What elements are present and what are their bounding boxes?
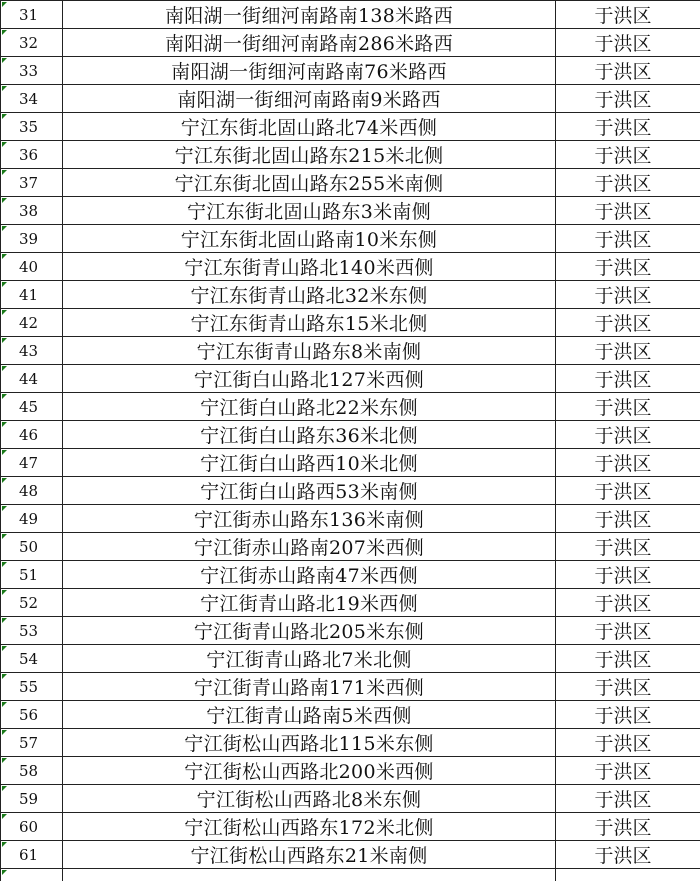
address-cell[interactable]: 宁江街白山路北22米东侧 — [63, 393, 556, 421]
row-number-cell[interactable]: 44 — [1, 365, 63, 393]
district-cell[interactable]: 于洪区 — [556, 309, 700, 337]
district-cell[interactable]: 于洪区 — [556, 393, 700, 421]
district-cell[interactable]: 于洪区 — [556, 729, 700, 757]
row-number-cell[interactable]: 55 — [1, 673, 63, 701]
table-row — [1, 225, 700, 253]
district-cell[interactable]: 于洪区 — [556, 421, 700, 449]
table-row — [1, 309, 700, 337]
address-cell[interactable]: 宁江街松山西路北115米东侧 — [63, 729, 556, 757]
table-row — [1, 589, 700, 617]
table-row — [1, 1, 700, 29]
table-row — [1, 505, 700, 533]
table-row — [1, 253, 700, 281]
row-number-cell[interactable]: 32 — [1, 29, 63, 57]
district-cell[interactable]: 于洪区 — [556, 589, 700, 617]
district-cell[interactable]: 于洪区 — [556, 561, 700, 589]
row-number-cell[interactable]: 46 — [1, 421, 63, 449]
table-row-partial — [1, 869, 700, 881]
row-number-cell[interactable]: 41 — [1, 281, 63, 309]
row-number-cell[interactable]: 57 — [1, 729, 63, 757]
table-row — [1, 813, 700, 841]
address-cell[interactable]: 宁江东街北固山路东215米北侧 — [63, 141, 556, 169]
table-row — [1, 645, 700, 673]
table-row — [1, 281, 700, 309]
row-number-cell[interactable]: 56 — [1, 701, 63, 729]
table-row — [1, 785, 700, 813]
row-number-cell[interactable]: 39 — [1, 225, 63, 253]
district-cell[interactable]: 于洪区 — [556, 253, 700, 281]
address-cell[interactable]: 宁江街青山路北7米北侧 — [63, 645, 556, 673]
table-row — [1, 85, 700, 113]
address-cell[interactable]: 宁江街赤山路南207米西侧 — [63, 533, 556, 561]
address-cell[interactable]: 宁江街青山路南5米西侧 — [63, 701, 556, 729]
table-row — [1, 701, 700, 729]
address-cell[interactable]: 南阳湖一街细河南路南9米路西 — [63, 85, 556, 113]
address-cell[interactable]: 宁江东街北固山路南10米东侧 — [63, 225, 556, 253]
table-row — [1, 477, 700, 505]
address-cell[interactable]: 宁江街赤山路东136米南侧 — [63, 505, 556, 533]
address-cell[interactable]: 宁江街松山西路北8米东侧 — [63, 785, 556, 813]
row-number-cell[interactable]: 61 — [1, 841, 63, 869]
row-number-cell[interactable]: 42 — [1, 309, 63, 337]
address-cell[interactable]: 宁江东街青山路北140米西侧 — [63, 253, 556, 281]
district-cell[interactable]: 于洪区 — [556, 757, 700, 785]
table-row — [1, 337, 700, 365]
district-cell[interactable]: 于洪区 — [556, 505, 700, 533]
address-cell[interactable]: 南阳湖一街细河南路南286米路西 — [63, 29, 556, 57]
row-number-cell[interactable]: 54 — [1, 645, 63, 673]
district-cell[interactable]: 于洪区 — [556, 57, 700, 85]
district-cell[interactable]: 于洪区 — [556, 617, 700, 645]
row-number-cell[interactable]: 49 — [1, 505, 63, 533]
address-cell[interactable]: 宁江东街北固山路北74米西侧 — [63, 113, 556, 141]
row-number-cell[interactable]: 58 — [1, 757, 63, 785]
district-cell[interactable]: 于洪区 — [556, 449, 700, 477]
district-cell[interactable]: 于洪区 — [556, 813, 700, 841]
address-cell[interactable]: 宁江街白山路西53米南侧 — [63, 477, 556, 505]
row-number-cell[interactable]: 53 — [1, 617, 63, 645]
district-cell[interactable]: 于洪区 — [556, 533, 700, 561]
table-row — [1, 393, 700, 421]
row-number-cell[interactable]: 43 — [1, 337, 63, 365]
row-number-cell[interactable]: 31 — [1, 1, 63, 29]
table-row — [1, 841, 700, 869]
district-cell[interactable]: 于洪区 — [556, 225, 700, 253]
row-number-cell[interactable]: 50 — [1, 533, 63, 561]
address-cell[interactable]: 宁江街白山路西10米北侧 — [63, 449, 556, 477]
address-cell[interactable]: 宁江街青山路北19米西侧 — [63, 589, 556, 617]
row-number-cell[interactable]: 47 — [1, 449, 63, 477]
district-cell[interactable]: 于洪区 — [556, 841, 700, 869]
row-number-cell[interactable]: 59 — [1, 785, 63, 813]
table-row — [1, 449, 700, 477]
row-number-cell[interactable]: 35 — [1, 113, 63, 141]
address-cell[interactable]: 宁江东街青山路东15米北侧 — [63, 309, 556, 337]
table-row — [1, 533, 700, 561]
address-cell[interactable]: 宁江东街青山路北32米东侧 — [63, 281, 556, 309]
district-cell[interactable]: 于洪区 — [556, 141, 700, 169]
address-cell[interactable]: 南阳湖一街细河南路南138米路西 — [63, 1, 556, 29]
table-row — [1, 141, 700, 169]
district-cell[interactable]: 于洪区 — [556, 673, 700, 701]
district-cell[interactable]: 于洪区 — [556, 785, 700, 813]
district-cell[interactable]: 于洪区 — [556, 477, 700, 505]
address-cell[interactable]: 宁江街赤山路南47米西侧 — [63, 561, 556, 589]
district-cell[interactable]: 于洪区 — [556, 113, 700, 141]
district-cell[interactable]: 于洪区 — [556, 701, 700, 729]
row-number-cell[interactable]: 33 — [1, 57, 63, 85]
table-row — [1, 169, 700, 197]
address-cell[interactable]: 宁江街松山西路东21米南侧 — [63, 841, 556, 869]
row-number-cell[interactable]: 45 — [1, 393, 63, 421]
table-row — [1, 561, 700, 589]
empty-cell — [1, 869, 63, 881]
address-cell[interactable]: 宁江街白山路北127米西侧 — [63, 365, 556, 393]
table-row — [1, 673, 700, 701]
table-row — [1, 421, 700, 449]
row-number-cell[interactable]: 52 — [1, 589, 63, 617]
district-cell[interactable]: 于洪区 — [556, 29, 700, 57]
row-number-cell[interactable]: 40 — [1, 253, 63, 281]
row-number-cell[interactable]: 34 — [1, 85, 63, 113]
address-cell[interactable]: 宁江街白山路东36米北侧 — [63, 421, 556, 449]
district-cell[interactable]: 于洪区 — [556, 337, 700, 365]
row-number-cell[interactable]: 48 — [1, 477, 63, 505]
address-cell[interactable]: 宁江东街青山路东8米南侧 — [63, 337, 556, 365]
table-row — [1, 57, 700, 85]
district-cell[interactable]: 于洪区 — [556, 85, 700, 113]
district-cell[interactable]: 于洪区 — [556, 169, 700, 197]
table-row — [1, 757, 700, 785]
row-number-cell[interactable]: 37 — [1, 169, 63, 197]
address-cell[interactable]: 宁江街松山西路东172米北侧 — [63, 813, 556, 841]
table-row — [1, 113, 700, 141]
address-cell[interactable]: 宁江街青山路南171米西侧 — [63, 673, 556, 701]
district-cell[interactable]: 于洪区 — [556, 281, 700, 309]
table-row — [1, 197, 700, 225]
address-cell[interactable]: 南阳湖一街细河南路南76米路西 — [63, 57, 556, 85]
table-row — [1, 29, 700, 57]
empty-cell — [63, 869, 556, 881]
district-cell[interactable]: 于洪区 — [556, 365, 700, 393]
row-number-cell[interactable]: 51 — [1, 561, 63, 589]
address-cell[interactable]: 宁江东街北固山路东255米南侧 — [63, 169, 556, 197]
district-cell[interactable]: 于洪区 — [556, 1, 700, 29]
row-number-cell[interactable]: 60 — [1, 813, 63, 841]
district-cell[interactable]: 于洪区 — [556, 645, 700, 673]
table-row — [1, 617, 700, 645]
table-row — [1, 729, 700, 757]
row-number-cell[interactable]: 38 — [1, 197, 63, 225]
district-cell[interactable]: 于洪区 — [556, 197, 700, 225]
address-cell[interactable]: 宁江街松山西路北200米西侧 — [63, 757, 556, 785]
row-number-cell[interactable]: 36 — [1, 141, 63, 169]
address-cell[interactable]: 宁江东街北固山路东3米南侧 — [63, 197, 556, 225]
empty-cell — [556, 869, 700, 881]
table-row — [1, 365, 700, 393]
table-body — [1, 1, 700, 881]
address-cell[interactable]: 宁江街青山路北205米东侧 — [63, 617, 556, 645]
